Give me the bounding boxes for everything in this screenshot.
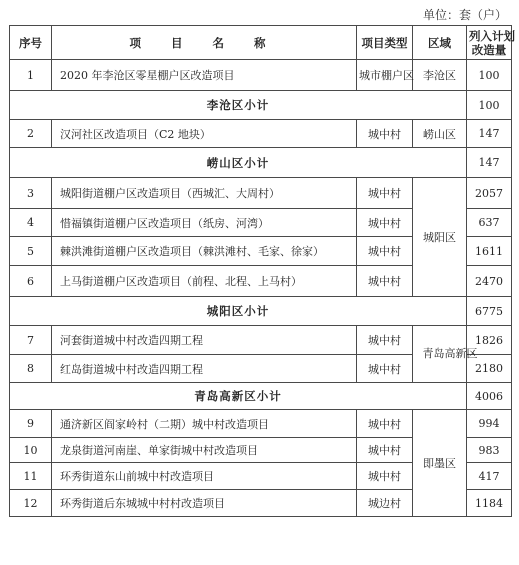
row-index: 11 [10,463,52,490]
row-name: 红岛街道城中村改造四期工程 [52,355,357,383]
row-name: 环秀街道后东城城中村村改造项目 [52,490,357,517]
row-name: 龙泉街道河南崖、单家街城中村改造项目 [52,438,357,463]
row-count: 417 [467,463,512,490]
subtotal-row [10,148,512,178]
row-index: 1 [10,60,52,91]
row-type: 城中村 [357,438,413,463]
header-type: 项目类型 [357,26,413,60]
subtotal-row [10,383,512,410]
row-name: 河套街道城中村改造四期工程 [52,326,357,355]
header-index: 序号 [10,26,52,60]
row-count: 983 [467,438,512,463]
table-header-row [10,26,512,60]
row-region: 城阳区 [413,178,467,297]
table-row [10,326,512,355]
row-index: 9 [10,410,52,438]
row-count: 2180 [467,355,512,383]
row-count: 637 [467,209,512,237]
row-index: 5 [10,237,52,266]
header-region: 区域 [413,26,467,60]
row-region: 李沧区 [413,60,467,91]
region-text: 青岛高新区 [422,347,478,360]
row-name: 棘洪滩街道棚户区改造项目（棘洪滩村、毛家、徐家） [52,237,357,266]
row-type: 城中村 [357,209,413,237]
table-row [10,178,512,209]
subtotal-label: 城阳区小计 [10,297,467,326]
row-index: 10 [10,438,52,463]
row-region: 即墨区 [413,410,467,517]
row-name: 通济新区阎家岭村（二期）城中村改造项目 [52,410,357,438]
row-count: 2470 [467,266,512,297]
row-type: 城中村 [357,266,413,297]
table-row [10,120,512,148]
subtotal-count: 4006 [467,383,512,410]
row-index: 3 [10,178,52,209]
row-index: 8 [10,355,52,383]
row-type: 城中村 [357,326,413,355]
row-index: 7 [10,326,52,355]
row-type: 城中村 [357,120,413,148]
row-type: 城市棚户区 [357,60,413,91]
row-count: 1826 [467,326,512,355]
subtotal-label: 李沧区小计 [10,91,467,120]
subtotal-label: 崂山区小计 [10,148,467,178]
row-count: 147 [467,120,512,148]
row-count: 1611 [467,237,512,266]
row-type: 城中村 [357,410,413,438]
subtotal-row [10,297,512,326]
row-region: 崂山区 [413,120,467,148]
subtotal-count: 100 [467,91,512,120]
row-name: 上马街道棚户区改造项目（前程、北程、上马村） [52,266,357,297]
row-type: 城中村 [357,463,413,490]
renovation-project-table [9,25,515,517]
row-type: 城中村 [357,355,413,383]
row-name: 惜福镇街道棚户区改造项目（纸房、河湾） [52,209,357,237]
subtotal-row [10,91,512,120]
row-type: 城中村 [357,178,413,209]
header-count [467,26,515,60]
row-count: 994 [467,410,512,438]
row-count: 2057 [467,178,512,209]
unit-label: 单位：套（户） [422,8,507,22]
table-row [10,60,512,91]
header-count-line1: 列入计划 [469,28,515,43]
row-name: 汉河社区改造项目（C2 地块） [52,120,357,148]
table-row [10,410,512,438]
row-index: 4 [10,209,52,237]
row-count: 1184 [467,490,512,517]
row-type: 城中村 [357,237,413,266]
subtotal-count: 147 [467,148,512,178]
row-index: 12 [10,490,52,517]
header-count-line2: 改造量 [471,42,507,57]
row-name: 环秀街道东山前城中村改造项目 [52,463,357,490]
subtotal-label: 青岛高新区小计 [10,383,467,410]
subtotal-count: 6775 [467,297,512,326]
row-index: 2 [10,120,52,148]
row-region [413,326,478,383]
row-index: 6 [10,266,52,297]
row-count: 100 [467,60,512,91]
header-name: 项 目 名 称 [52,26,357,60]
row-name: 2020 年李沧区零星棚户区改造项目 [52,60,357,91]
row-name: 城阳街道棚户区改造项目（西城汇、大周村） [52,178,357,209]
row-type: 城边村 [357,490,413,517]
